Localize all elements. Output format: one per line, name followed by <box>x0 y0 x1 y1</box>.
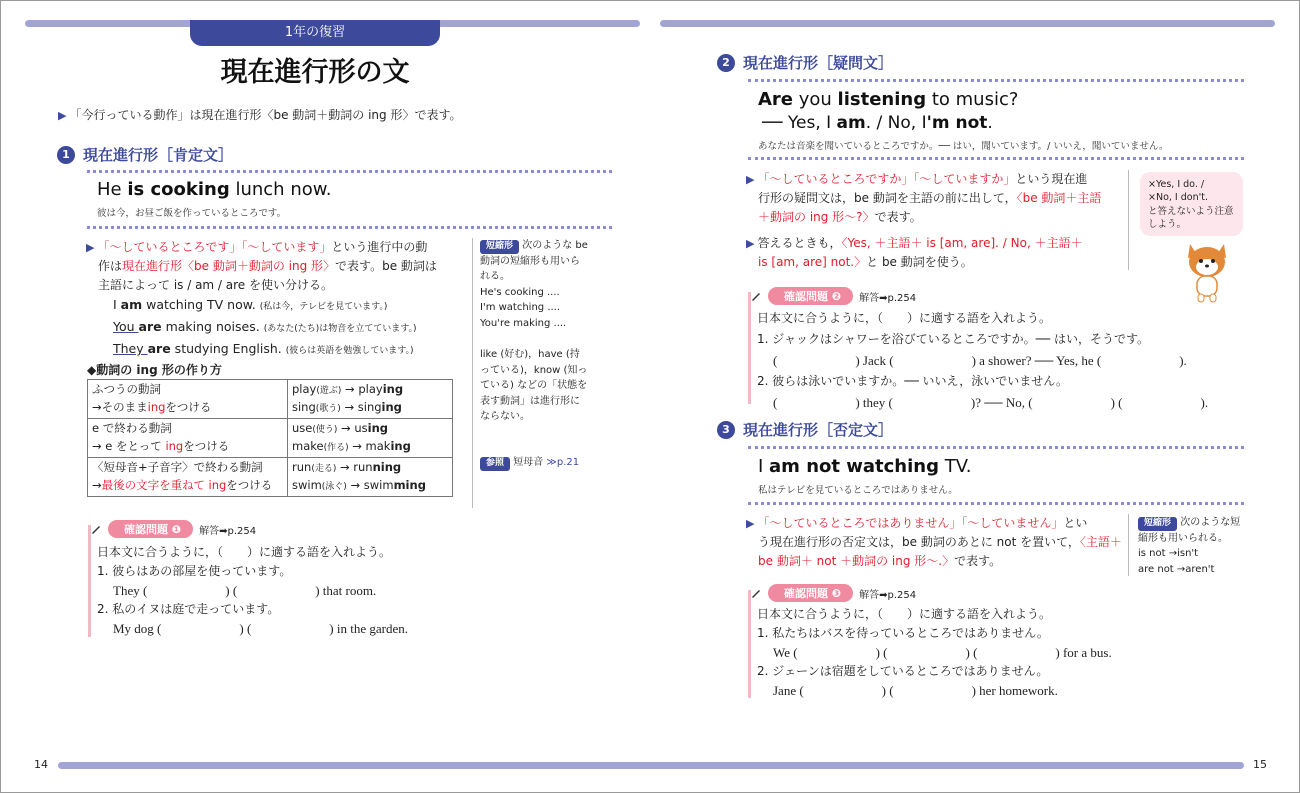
divider <box>748 79 1244 82</box>
sec2-question <box>758 89 1018 110</box>
q-en: ( ) they ( )? ── No, ( ) ( ). <box>773 395 1209 410</box>
check-instruction: 日本文に合うように，（ ）に適する語を入れよう。 <box>757 607 1052 621</box>
check-instruction: 日本文に合うように，（ ）に適する語を入れよう。 <box>97 545 392 559</box>
side-item: I'm watching .... <box>480 302 561 314</box>
cell-text: → swim <box>346 477 394 492</box>
ex-jp: (あなた(たち)は物音を立てています。) <box>263 324 417 334</box>
section-2-heading <box>717 52 893 73</box>
section-1-heading <box>57 144 233 165</box>
q-jp: 私たちはバスを待っているところではありません。 <box>772 626 1049 640</box>
a-text: . / No, I <box>865 113 927 133</box>
speech-bubble <box>1140 172 1243 236</box>
exp-red: 〈be 動詞＋主語 <box>1016 191 1102 206</box>
cell-jp: (使う) <box>312 424 338 435</box>
bubble-text: と答えないよう注意しよう。 <box>1148 205 1234 230</box>
section-3-title: 現在進行形［否定文］ <box>743 421 894 439</box>
exp-text: と be 動詞を使う。 <box>866 254 973 269</box>
q-num: 1. <box>97 564 109 578</box>
answer-ref: 解答➡p.254 <box>199 525 257 537</box>
table-cell <box>88 418 288 457</box>
exp-red: ＋動詞の ing 形～?〉 <box>758 210 875 225</box>
cell-text: → us <box>337 420 368 435</box>
cell-text: ふつうの動詞 <box>92 382 161 396</box>
table-cell <box>88 380 288 419</box>
check-1-body <box>97 543 408 638</box>
q-text: you <box>793 89 838 110</box>
ex-bold: am not watching <box>769 456 939 477</box>
side-item: are not →aren't <box>1138 563 1215 575</box>
check-2-header <box>750 287 916 305</box>
ex-rest: watching TV now. <box>142 297 256 312</box>
answer-ref: 解答➡p.254 <box>859 292 917 304</box>
exp-text: という現在進 <box>1015 172 1088 186</box>
dog-mascot-icon <box>1182 240 1232 304</box>
table-row <box>88 457 453 496</box>
cell-text: e で終わる動詞 <box>92 420 172 435</box>
q-en: Jane ( ) ( ) her homework. <box>773 683 1058 698</box>
cell-bold: ning <box>372 459 402 474</box>
cell-text: → e をとって <box>92 438 166 453</box>
ex-be: are <box>138 319 162 334</box>
q-jp: ジャックはシャワーを浴びているところですか。── はい，そうです。 <box>772 332 1149 346</box>
pen-icon <box>750 587 762 599</box>
a-text: . <box>987 113 993 133</box>
q-text: to music? <box>926 89 1019 110</box>
q-en: My dog ( ) ( ) in the garden. <box>113 621 408 636</box>
ex-text: TV. <box>939 456 972 477</box>
check-2-label: 確認問題 ❷ <box>768 287 853 305</box>
ref-link[interactable]: ≫p.21 <box>546 456 580 468</box>
cell-text: → run <box>336 459 373 474</box>
cell-text: をつける <box>165 399 212 414</box>
ref-text: 短母音 <box>513 456 544 468</box>
ex-jp: (彼らは英語を勉強しています。) <box>285 346 414 356</box>
abbr-badge: 短縮形 <box>480 240 519 254</box>
section-1-title: 現在進行形［肯定文］ <box>83 146 234 164</box>
exp-text: とい <box>1063 516 1088 530</box>
review-tab: 1年の復習 <box>190 20 440 46</box>
check-2-bar <box>748 292 751 404</box>
check-3-header <box>750 584 916 602</box>
cell-jp: (作る) <box>323 442 349 453</box>
ex-be: am <box>120 297 143 312</box>
check-3-label: 確認問題 ❸ <box>768 584 853 602</box>
side-item: You're making .... <box>480 317 567 329</box>
sec1-example-jp: 彼は今，お昼ご飯を作っているところです。 <box>97 208 287 219</box>
q-en: We ( ) ( ) ( ) for a bus. <box>773 645 1112 660</box>
ex-subj: They <box>113 341 148 356</box>
exp-text: 作は <box>98 259 123 274</box>
sec3-example <box>758 456 971 477</box>
bubble-text: ×Yes, I do. / <box>1148 179 1205 190</box>
q-en: ( ) Jack ( ) a shower? ── Yes, he ( ). <box>773 353 1187 368</box>
page-number-right: 15 <box>1253 758 1267 771</box>
check-3-body <box>757 605 1112 700</box>
exp-text: で表す。 <box>874 210 922 225</box>
a-bold: am <box>836 113 866 133</box>
exp-red: 〈主語＋ <box>1079 535 1122 550</box>
side-text: 次のような短縮形も用いられる。 <box>1138 517 1241 544</box>
cell-jp: (歌う) <box>315 403 341 414</box>
cell-bold: ing <box>382 382 404 396</box>
pen-icon <box>750 290 762 302</box>
section-3-number: 3 <box>717 421 735 439</box>
cell-jp: (走る) <box>311 463 337 474</box>
check-3-bar <box>748 590 751 698</box>
cell-text: make <box>292 438 324 453</box>
cell-bold: ming <box>393 477 426 492</box>
table-row <box>88 380 453 419</box>
exp-red: 「～しているところではありません」「～していません」 <box>757 516 1064 530</box>
cell-red: ing <box>147 399 166 414</box>
q-num: 2. <box>757 664 769 678</box>
sec1-explanation: ▶ 「～しているところです」「～しています」という進行中の動 作は現在進行形〈be 動詞＋動詞の ing 形〉で表す。be 動詞は 主語によって is / am / are を使い分ける。 <box>86 238 461 296</box>
exp-text: 答えるときも， <box>757 235 842 250</box>
cell-text: をつける <box>183 438 230 453</box>
exp-text: で表す。 <box>954 554 1002 569</box>
a-text: ── Yes, I <box>762 113 837 133</box>
cell-text: → sing <box>340 399 382 414</box>
ex-subj: You <box>113 319 139 334</box>
cell-text: sing <box>292 399 316 414</box>
q-jp: 私のイヌは庭で走っています。 <box>112 602 280 616</box>
bubble-text: ×No, I don't. <box>1148 192 1208 204</box>
intro-label: 「今行っている動作」は現在進行形〈be 動詞＋動詞の ing 形〉で表す。 <box>69 108 462 122</box>
check-2-body <box>757 308 1208 413</box>
ex-text: He <box>97 179 128 200</box>
page-number-left: 14 <box>34 758 48 771</box>
exp-red: is [am, are] not.〉 <box>758 254 867 269</box>
sec1-example <box>97 179 332 200</box>
abbr-badge: 短縮形 <box>1138 517 1177 531</box>
top-bar-right <box>660 20 1275 27</box>
sec2-answer <box>762 113 993 133</box>
cell-red: ing <box>165 438 184 453</box>
q-num: 2. <box>757 374 769 388</box>
ex-rest: studying English. <box>170 341 282 356</box>
cell-jp: (遊ぶ) <box>316 386 342 396</box>
exp-red: 〈Yes, ＋主語＋ is [am, are]. / No, ＋主語＋ <box>841 235 1083 250</box>
side-note-1 <box>480 238 588 471</box>
exp-text: で表す。be 動詞は <box>335 259 437 274</box>
table-cell <box>88 457 288 496</box>
bottom-bar <box>58 762 1244 769</box>
exp-red: be 動詞＋ not ＋動詞の ing 形～.〉 <box>758 554 955 569</box>
cell-text: run <box>292 459 312 474</box>
cell-jp: (泳ぐ) <box>321 481 347 492</box>
exp-red: 「～しているところですか」「～していますか」 <box>757 172 1016 186</box>
ex-subj: I <box>113 297 121 312</box>
side-note-text: like (好む)，have (持っている)，know (知っている) などの「状態を表す動詞」は進行形にならない。 <box>480 349 588 423</box>
cell-bold: ing <box>390 438 411 453</box>
cell-text: をつける <box>226 477 273 492</box>
cell-text: 〈短母音+子音字〉で終わる動詞 <box>92 459 263 474</box>
table-cell <box>288 418 453 457</box>
exp-red: 現在進行形〈be 動詞＋動詞の ing 形〉 <box>122 259 336 274</box>
divider <box>87 226 612 229</box>
section-2-number: 2 <box>717 54 735 72</box>
q-num: 2. <box>97 602 109 616</box>
exp-text: という進行中の動 <box>331 240 428 254</box>
exp-red: 「～しているところです」「～しています」 <box>97 240 332 254</box>
section-1-number: 1 <box>57 146 75 164</box>
cell-bold: ing <box>381 399 402 414</box>
check-1-bar <box>88 525 91 637</box>
sec3-example-jp: 私はテレビを見ているところではありません。 <box>758 485 958 496</box>
divider <box>87 170 612 173</box>
ing-table-title: ◆動詞の ing 形の作り方 <box>87 363 222 377</box>
sec3-explanation: ▶ 「～しているところではありません」「～していません」とい う現在進行形の否定文は，be 動詞のあとに not を置いて，〈主語＋ be 動詞＋ not ＋動詞の ing 形～.〉で表す。 <box>746 516 1122 569</box>
q-jp: ジェーンは宿題をしているところではありません。 <box>772 664 1049 678</box>
sec2-jp: あなたは音楽を聞いているところですか。── はい，聞いています。/ いいえ，聞いていません。 <box>758 141 1169 152</box>
ref-badge: 参照 <box>480 457 510 471</box>
cell-text: → mak <box>348 438 391 453</box>
q-jp: 彼らは泳いでいますか。── いいえ，泳いでいません。 <box>772 374 1068 388</box>
a-bold: 'm not <box>926 113 988 133</box>
section-3-heading <box>717 419 893 440</box>
pen-icon <box>90 523 102 535</box>
exp-text: 行形の疑問文は，be 動詞を主語の前に出して， <box>758 191 1017 206</box>
divider <box>748 446 1244 449</box>
q-en: They ( ) ( ) that room. <box>113 583 377 598</box>
exp-text: 主語によって is / am / are を使い分ける。 <box>98 278 334 293</box>
cell-text: use <box>292 420 313 435</box>
exp-text: う現在進行形の否定文は，be 動詞のあとに not を置いて， <box>758 535 1080 550</box>
q-num: 1. <box>757 626 769 640</box>
cell-text: swim <box>292 477 322 492</box>
divider <box>748 502 1244 505</box>
side-divider <box>472 238 473 508</box>
check-instruction: 日本文に合うように，（ ）に適する語を入れよう。 <box>757 311 1052 325</box>
cell-text: →そのまま <box>92 399 148 414</box>
ex-text: lunch now. <box>229 179 332 200</box>
q-num: 1. <box>757 332 769 346</box>
ing-table <box>87 379 453 497</box>
ex-bold: is cooking <box>127 179 230 200</box>
table-cell <box>288 380 453 419</box>
side-divider <box>1128 514 1129 576</box>
answer-ref: 解答➡p.254 <box>859 589 917 601</box>
ex-rest: making noises. <box>161 319 260 334</box>
cell-text: → <box>92 477 102 492</box>
cell-red: 最後の文字を重ねて ing <box>101 477 227 492</box>
sec1-example-list <box>113 295 417 361</box>
ex-be: are <box>147 341 171 356</box>
cell-bold: ing <box>367 420 388 435</box>
side-item: is not →isn't <box>1138 548 1199 560</box>
ex-jp: (私は今，テレビを見ています。) <box>259 302 388 312</box>
divider <box>748 157 1244 160</box>
q-bold: listening <box>837 89 927 110</box>
sec2-explanation: ▶ 「～しているところですか」「～していますか」という現在進 行形の疑問文は，be 動詞を主語の前に出して，〈be 動詞＋主語 ＋動詞の ing 形～?〉で表す。 ▶ 答えるときも，〈Yes, ＋主語＋ is [am, are]. / No, ＋主語＋ is [am, are] not.〉と be 動詞を使う。 <box>746 172 1102 269</box>
section-2-title: 現在進行形［疑問文］ <box>743 54 894 72</box>
q-jp: 彼らはあの部屋を使っています。 <box>112 564 292 578</box>
ex-text: I <box>758 456 770 477</box>
page-title: 現在進行形の文 <box>220 57 410 88</box>
side-text: 次のような be 動詞の短縮形も用いられる。 <box>480 240 588 283</box>
side-divider <box>1128 170 1129 270</box>
table-cell <box>288 457 453 496</box>
check-1-header <box>90 520 256 538</box>
side-item: He's cooking .... <box>480 286 560 298</box>
side-note-3 <box>1138 515 1248 577</box>
intro-text: ▶ 「今行っている動作」は現在進行形〈be 動詞＋動詞の ing 形〉で表す。 <box>58 108 462 122</box>
table-row <box>88 418 453 457</box>
check-1-label: 確認問題 ❶ <box>108 520 193 538</box>
q-bold: Are <box>758 89 794 110</box>
cell-text: → play <box>341 382 383 396</box>
cell-text: play <box>292 382 317 396</box>
